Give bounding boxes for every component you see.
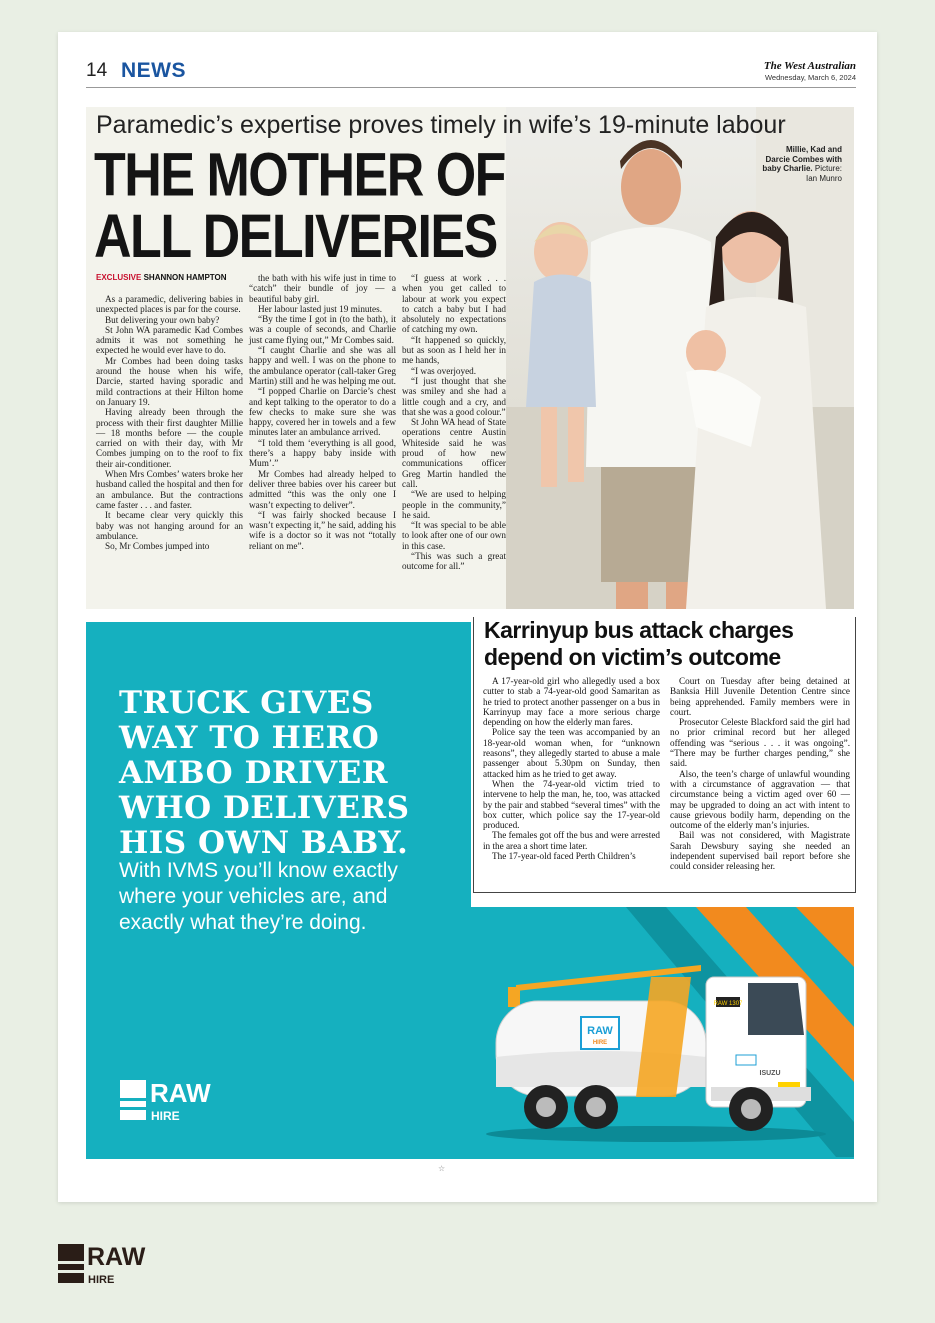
paragraph: “It happened so quickly, but as soon as I held her in me hands, (402, 334, 506, 366)
story-headline (94, 141, 505, 272)
paragraph: “I caught Charlie and she was all happy and well. I was on the phone to the ambulance operator (call-taker Greg Martin) still and he was helping me out. (249, 345, 396, 386)
paragraph: As a paramedic, delivering babies in unexpected places is par for the course. (96, 294, 243, 315)
caption-text: Millie, Kad and Darcie Combes with baby Charlie. (762, 145, 842, 173)
byline (96, 273, 227, 282)
headline-line-1: THE MOTHER OF (94, 141, 505, 210)
paragraph: the bath with his wife just in time to “catch” their bundle of joy — a beautiful baby girl. (249, 273, 396, 304)
paragraph: “This was such a great outcome for all.” (402, 551, 506, 572)
paragraph: Court on Tuesday after being detained at Banksia Hill Juvenile Detention Centre since being apprehended. Family members were in court. (670, 676, 850, 717)
paper-date: Wednesday, March 6, 2024 (764, 73, 856, 82)
headline-line-2: ALL DELIVERIES (94, 202, 497, 272)
footer-logo-word: RAW (87, 1244, 146, 1271)
paragraph: Her labour lasted just 19 minutes. (258, 303, 383, 314)
paragraph: Prosecutor Celeste Blackford said the girl had no prior criminal record but her alleged offending was “serious . . . it was ongoing”. “There may be further charges pending,” she said. (670, 717, 850, 769)
section-label: NEWS (121, 59, 186, 82)
truck-illustration (486, 937, 831, 1142)
paragraph: “I popped Charlie on Darcie’s chest and kept talking to the operator to do a few checks to make sure she was happy, covered her in towels and a few minutes later an ambulance arrived. (249, 386, 396, 438)
story-kicker: Paramedic’s expertise proves timely in wife’s 19-minute labour (96, 111, 786, 139)
paragraph: Also, the teen’s charge of unlawful wounding with a circumstance of aggravation — that circumstance being a victim aged over 60 — may be upgraded to doing an act with intent to cause grievous bodily harm, depending on the outcome of the elderly man’s injuries. (670, 768, 850, 831)
story-column-3 (402, 273, 506, 572)
caption-credit: Picture: Ian Munro (805, 164, 842, 183)
advert-headline: TRUCK GIVES WAY TO HERO AMBO DRIVER WHO DELIVERS HIS OWN BABY. (119, 685, 410, 861)
story-column-2 (249, 273, 396, 551)
paragraph: St John WA head of State operations centre Austin Whiteside said he was proud of how new communications officer Greg Martin handled the call. (402, 417, 506, 489)
paragraph: Having already been through the process with their first daughter Millie — 18 months before — the couple carried on with their day, with Mr Combes jumping on to the roof to fix their air-conditioner. (96, 407, 243, 469)
raw-hire-logo (120, 1080, 235, 1126)
paragraph: Mr Combes had been doing tasks around the house when his wife, Darcie, started having sporadic and mild contractions at their Hilton home on January 19. (96, 355, 243, 407)
raw-hire-footer-logo (58, 1244, 162, 1288)
paragraph: St John WA paramedic Kad Combes admits it was not something he expected he would ever have to do. (96, 324, 243, 356)
photo-caption (762, 145, 842, 183)
star-icon: ☆ (438, 1164, 446, 1173)
truck-plate: RAW 1307 (713, 1001, 743, 1007)
newspaper-page (58, 32, 877, 1202)
bus-attack-story (473, 617, 856, 893)
paragraph: “I guess at work . . . when you get called to labour at work you expect to catch a baby but I had absolutely no expectations of catching my own. (402, 273, 506, 335)
paragraph: When the 74-year-old victim tried to intervene to help the man, he, too, was attacked by the pair and stabbed “several times” with the box cutter, which police say the 17-year-old produced. (483, 778, 660, 831)
bus-story-column-2 (670, 676, 850, 872)
paragraph: The females got off the bus and were arrested in the area a short time later. (483, 830, 660, 851)
advert-body: With IVMS you’ll know exactly where your vehicles are, and exactly what they’re doing. (119, 859, 398, 934)
paragraph: “We are used to helping people in the community,” he said. (402, 489, 506, 520)
masthead (86, 60, 856, 84)
masthead-rule (86, 87, 856, 88)
paragraph: Bail was not considered, with Magistrate Sarah Dewsbury saying she needed an independent supervised bail report before she could consider releasing her. (670, 830, 850, 872)
paper-name: The West Australian (763, 60, 856, 72)
paragraph: Mr Combes had already helped to deliver three babies over his career but admitted “this was the only one I wasn’t expecting to deliver”. (249, 468, 396, 510)
truck-brand: RAW (587, 1025, 613, 1037)
bus-story-column-1 (483, 676, 660, 861)
paragraph: The 17-year-old faced Perth Children’s (492, 851, 636, 862)
lead-story (86, 107, 854, 609)
paragraph: “I just thought that she was smiley and she had a little cough and a cry, and that she was a good colour.” (402, 375, 506, 417)
footer-logo-sub: HIRE (88, 1274, 115, 1286)
paragraph: Police say the teen was accompanied by an 18-year-old woman when, for “unknown reasons”, they allegedly started to abuse a male passenger about 5.30pm on Sunday, then attacked him as he tried to get away. (483, 727, 660, 779)
byline-name: SHANNON HAMPTON (143, 273, 227, 282)
paragraph: A 17-year-old girl who allegedly used a box cutter to stab a 74-year-old good Samaritan as he tried to protect another passenger on a bus in Karrinyup may face a more serious charge depending on how the elderly man fares. (483, 676, 660, 728)
logo-word: RAW (150, 1080, 211, 1108)
paragraph: When Mrs Combes’ waters broke her husband called the hospital and then for an ambulance. But the contractions came faster . . . and faster. (96, 469, 243, 510)
paragraph: “By the time I got in (to the bath), it was a couple of seconds, and Charlie just came flying out,” Mr Combes said. (249, 314, 396, 345)
logo-sub: HIRE (151, 1109, 180, 1123)
paragraph: It became clear very quickly this baby was not hanging around for an ambulance. (96, 510, 243, 541)
truck-sub: HIRE (592, 1040, 608, 1046)
paragraph: “It was special to be able to look after one of our own in this case. (402, 520, 506, 551)
bus-story-headline: Karrinyup bus attack charges depend on victim’s outcome (484, 617, 794, 670)
paragraph: “I was overjoyed. (411, 365, 477, 376)
truck-make: ISUZU (759, 1070, 781, 1077)
paragraph: But delivering your own baby? (105, 314, 220, 325)
story-column-1 (96, 294, 243, 551)
page-number: 14 (86, 60, 108, 81)
paragraph: “I told them ‘everything is all good, there’s a happy baby inside with Mum’.” (249, 437, 396, 469)
paragraph: So, Mr Combes jumped into (105, 541, 210, 552)
exclusive-tag: EXCLUSIVE (96, 273, 142, 282)
paragraph: “I was fairly shocked because I wasn’t expecting it,” he said, adding his wife is a doctor so it was not “totally reliant on me”. (249, 509, 396, 551)
